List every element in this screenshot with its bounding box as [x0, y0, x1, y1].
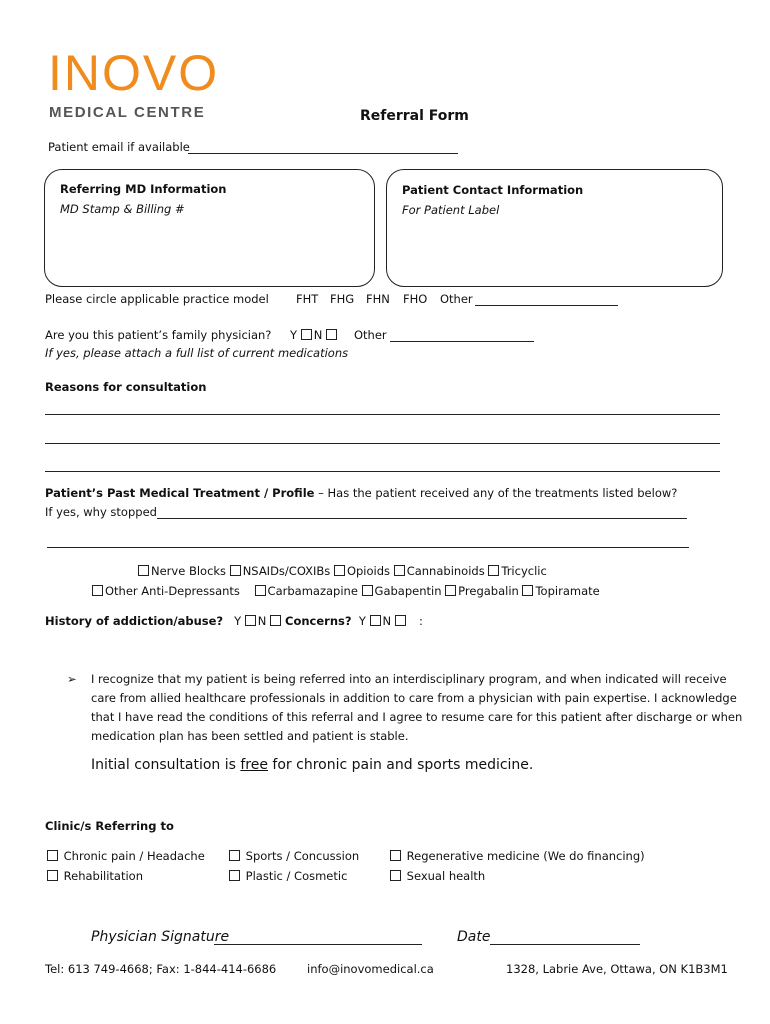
why-stopped-line-2[interactable]	[47, 547, 689, 548]
practice-other-label: Other	[440, 292, 473, 306]
clinic-option	[47, 849, 205, 863]
footer-email[interactable]: info@inovomedical.ca	[307, 962, 434, 976]
date-label: Date	[457, 929, 491, 945]
consultation-note	[91, 757, 533, 773]
clinic-label: Sports / Concussion	[245, 849, 360, 863]
concerns-no-checkbox[interactable]	[395, 615, 406, 626]
md-stamp-label: MD Stamp & Billing #	[60, 202, 185, 216]
email-field[interactable]	[188, 153, 458, 154]
clinic-label: Sexual health	[406, 869, 486, 883]
family-physician-yes-no	[290, 328, 339, 342]
topiramate-checkbox[interactable]	[522, 585, 533, 596]
md-info-heading: Referring MD Information	[60, 182, 227, 196]
addiction-yes-label: Y	[234, 614, 242, 628]
no-checkbox[interactable]	[326, 329, 337, 340]
history-row	[45, 614, 283, 628]
acknowledge-line-4: medication plan has been settled and patient is stable.	[91, 729, 409, 743]
nsaids-checkbox[interactable]	[230, 565, 241, 576]
footer-address: 1328, Labrie Ave, Ottawa, ON K1B3M1	[506, 962, 728, 976]
yes-label: Y	[290, 328, 298, 342]
why-stopped-field[interactable]	[157, 518, 687, 519]
clinic-label: Chronic pain / Headache	[63, 849, 205, 863]
addiction-no-label: N	[257, 614, 267, 628]
practice-option-fhn[interactable]: FHN	[366, 292, 390, 306]
practice-option-fhg[interactable]: FHG	[330, 292, 355, 306]
acknowledge-line-3: that I have read the conditions of this referral and I agree to resume care for this patient after discharge or when	[91, 710, 743, 724]
treatment-row-2	[92, 584, 600, 598]
clinic-option	[229, 849, 359, 863]
tricyclic-checkbox[interactable]	[488, 565, 499, 576]
why-stopped-label: If yes, why stopped	[45, 505, 157, 519]
concerns-yes-label: Y	[358, 614, 366, 628]
reasons-line-2[interactable]	[45, 443, 720, 444]
clinic-option	[390, 849, 645, 863]
consult-pre: Initial consultation is	[91, 757, 241, 773]
practice-option-fht[interactable]: FHT	[296, 292, 319, 306]
treatment-label: Gabapentin	[374, 584, 442, 598]
nerve-blocks-checkbox[interactable]	[138, 565, 149, 576]
family-physician-other-field[interactable]	[390, 341, 534, 342]
clinic-option	[47, 869, 143, 883]
sports-checkbox[interactable]	[229, 850, 240, 861]
consult-post: for chronic pain and sports medicine.	[267, 757, 534, 773]
cannabinoids-checkbox[interactable]	[394, 565, 405, 576]
yes-checkbox[interactable]	[301, 329, 312, 340]
treatment-label: Nerve Blocks	[151, 564, 227, 578]
physician-signature-label: Physician Signature	[91, 929, 230, 945]
treatment-label: Other Anti-Depressants	[105, 584, 240, 598]
treatment-label: Topiramate	[535, 584, 600, 598]
clinic-label: Plastic / Cosmetic	[245, 869, 348, 883]
clinic-label: Rehabilitation	[63, 869, 144, 883]
medication-note: If yes, please attach a full list of current medications	[45, 346, 349, 360]
email-label: Patient email if available	[48, 140, 190, 154]
logo-subtitle: MEDICAL CENTRE	[49, 104, 206, 121]
concerns-yes-checkbox[interactable]	[370, 615, 381, 626]
sexual-health-checkbox[interactable]	[390, 870, 401, 881]
form-title: Referral Form	[360, 108, 469, 124]
patient-label-hint: For Patient Label	[402, 203, 500, 217]
past-treatment-heading: Patient’s Past Medical Treatment / Profile	[45, 486, 315, 500]
gabapentin-checkbox[interactable]	[362, 585, 373, 596]
concerns-label: Concerns?	[285, 614, 352, 628]
date-field[interactable]	[490, 944, 640, 945]
treatment-label: NSAIDs/COXIBs	[242, 564, 331, 578]
opioids-checkbox[interactable]	[334, 565, 345, 576]
carbamazapine-checkbox[interactable]	[255, 585, 266, 596]
past-treatment-question: – Has the patient received any of the treatments listed below?	[318, 486, 678, 500]
pregabalin-checkbox[interactable]	[445, 585, 456, 596]
patient-info-heading: Patient Contact Information	[402, 183, 584, 197]
practice-other-field[interactable]	[475, 305, 618, 306]
other-antidepressants-checkbox[interactable]	[92, 585, 103, 596]
reasons-line-3[interactable]	[45, 471, 720, 472]
treatment-label: Pregabalin	[458, 584, 519, 598]
treatment-label: Opioids	[346, 564, 391, 578]
no-label: N	[313, 328, 323, 342]
logo-wordmark: INOVO	[48, 45, 220, 101]
family-physician-other-label: Other	[354, 328, 387, 342]
past-treatment-row	[45, 486, 677, 500]
arrow-bullet-icon: ➢	[67, 672, 77, 686]
rehabilitation-checkbox[interactable]	[47, 870, 58, 881]
addiction-label: History of addiction/abuse?	[45, 614, 224, 628]
addiction-no-checkbox[interactable]	[270, 615, 281, 626]
concerns-row	[285, 614, 408, 628]
treatment-row-1	[138, 564, 547, 578]
clinic-option	[390, 869, 485, 883]
concerns-colon: :	[419, 614, 423, 628]
treatment-label: Tricyclic	[501, 564, 547, 578]
practice-model-label: Please circle applicable practice model	[45, 292, 269, 306]
treatment-label: Carbamazapine	[267, 584, 358, 598]
acknowledge-line-1: I recognize that my patient is being referred into an interdisciplinary program, and when indicated will receive	[91, 672, 727, 686]
physician-signature-field[interactable]	[214, 944, 422, 945]
practice-option-fho[interactable]: FHO	[403, 292, 428, 306]
clinic-option	[229, 869, 347, 883]
consult-free: free	[240, 757, 268, 773]
regenerative-checkbox[interactable]	[390, 850, 401, 861]
acknowledge-line-2: care from allied healthcare professionals in addition to care from a physician with pain expertise. I acknowledge	[91, 691, 737, 705]
reasons-line-1[interactable]	[45, 414, 720, 415]
addiction-yes-checkbox[interactable]	[245, 615, 256, 626]
reasons-heading: Reasons for consultation	[45, 380, 207, 394]
plastic-checkbox[interactable]	[229, 870, 240, 881]
chronic-pain-checkbox[interactable]	[47, 850, 58, 861]
footer-phone: Tel: 613 749-4668; Fax: 1-844-414-6686	[45, 962, 277, 976]
clinic-label: Regenerative medicine (We do financing)	[406, 849, 645, 863]
family-physician-question: Are you this patient’s family physician?	[45, 328, 272, 342]
concerns-no-label: N	[382, 614, 392, 628]
clinics-heading: Clinic/s Referring to	[45, 819, 174, 833]
treatment-label: Cannabinoids	[406, 564, 485, 578]
